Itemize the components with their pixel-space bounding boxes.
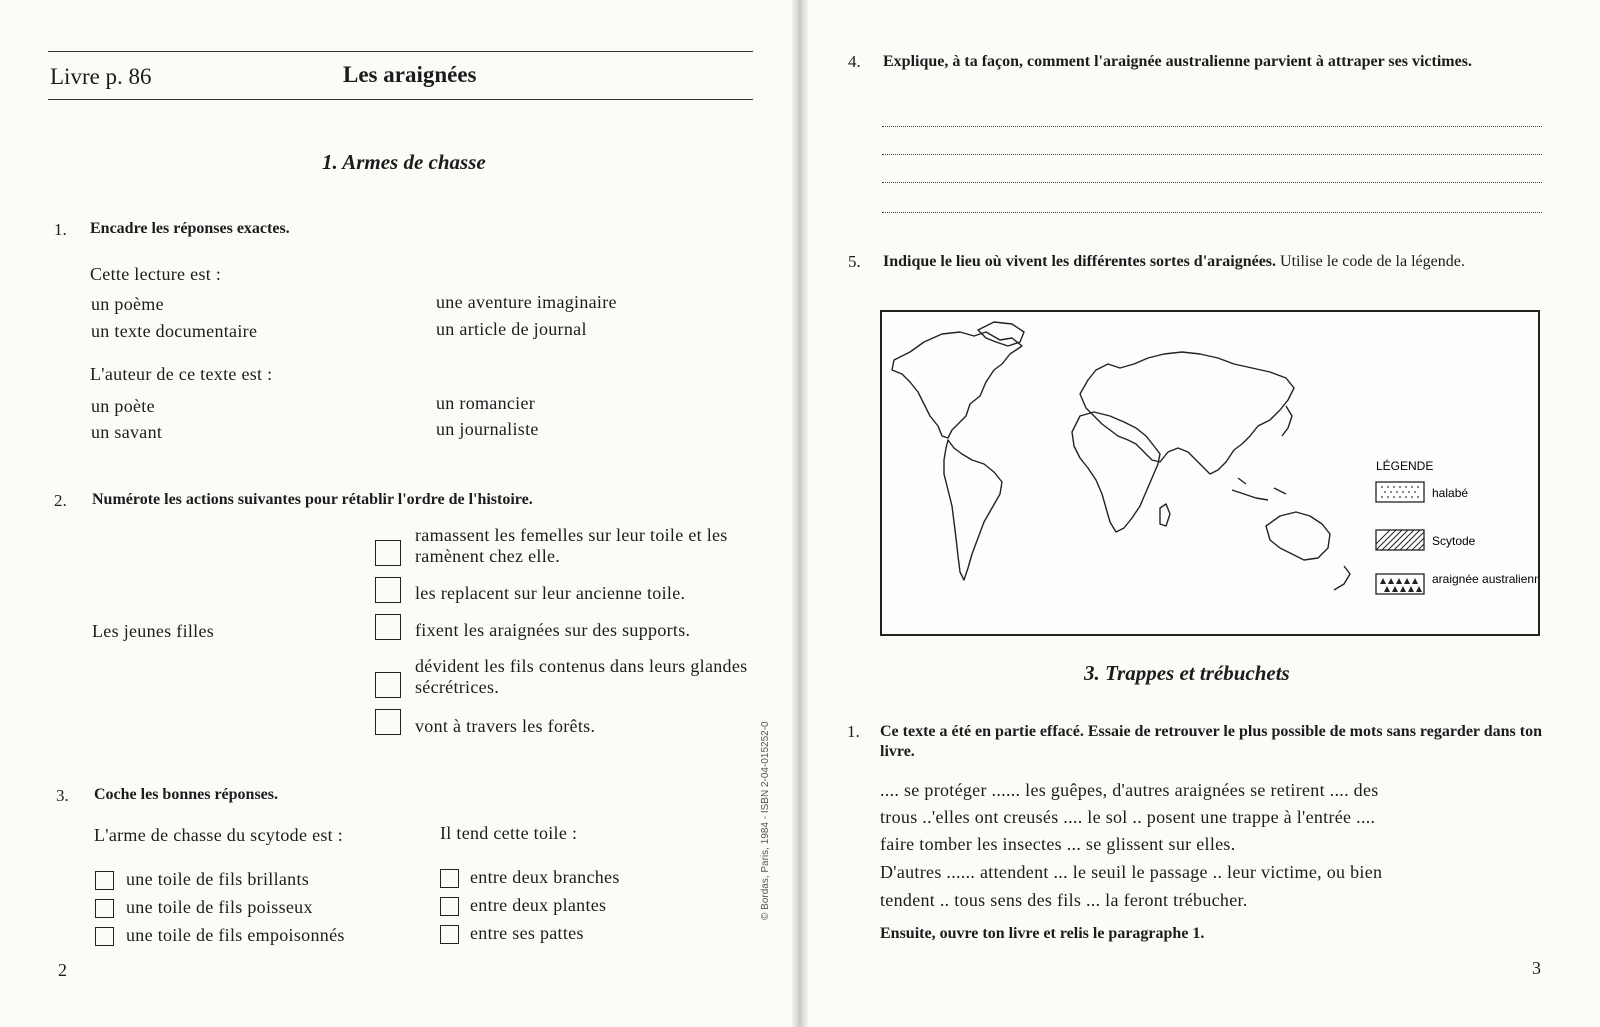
q3-checkbox-ses-pattes[interactable] (440, 925, 459, 944)
legend-label-araignee-australienne (1432, 572, 1538, 586)
q2-number-box-1[interactable] (375, 540, 401, 566)
legend-swatch-scytode (1376, 530, 1424, 550)
world-map (882, 312, 1538, 634)
q1-option-aventure-imaginaire[interactable]: une aventure imaginaire (436, 292, 617, 312)
s3-q1-instruction: Ce texte a été en partie effacé. Essaie de retrouver le plus possible de mots sans regarder dans ton livre. (880, 723, 1542, 760)
header-top-rule (48, 51, 753, 52)
isbn-credit: © Bordas, Paris, 1984 - ISBN 2-04-015252-0 (760, 721, 771, 920)
q2-action-5: vont à travers les forêts. (415, 716, 596, 736)
q3-option-deux-plantes: entre deux plantes (470, 895, 607, 915)
q2-action-2: les replacent sur leur ancienne toile. (415, 583, 686, 603)
q3-option-fils-poisseux: une toile de fils poisseux (126, 897, 313, 917)
q3-checkbox-fils-poisseux[interactable] (95, 899, 114, 918)
q4-instruction: Explique, à ta façon, comment l'araignée australienne parvient à attraper ses victimes. (883, 53, 1472, 70)
page-title: Les araignées (343, 62, 477, 87)
japan-outline (1282, 406, 1292, 436)
cloze-line-1: .... se protéger ...... les guêpes, d'autres araignées se retirent .... des (880, 780, 1379, 800)
cloze-line-5: tendent .. tous sens des fils ... la feront trébucher. (880, 890, 1248, 910)
world-map-frame (880, 310, 1540, 636)
legend-title: LÉGENDE (1376, 459, 1434, 473)
q1-option-poeme[interactable]: un poème (91, 294, 164, 314)
q3-option-fils-brillants: une toile de fils brillants (126, 869, 310, 889)
q1-option-texte-documentaire[interactable]: un texte documentaire (91, 321, 258, 341)
section-1-title: 1. Armes de chasse (322, 150, 486, 174)
q2-action-4: dévident les fils contenus dans leurs glandes sécrétrices. (415, 656, 748, 697)
q2-subject: Les jeunes filles (92, 621, 215, 641)
legend-swatch-araignee-australienne (1376, 574, 1424, 594)
cloze-line-2: trous ..'elles ont creusés .... le sol .. posent une trappe à l'entrée .... (880, 807, 1376, 827)
legend-label-araignee-australienne-text: araignée australienne (1432, 572, 1538, 586)
legend-label-scytode: Scytode (1432, 534, 1476, 548)
q5-number: 5. (848, 252, 861, 271)
header-bottom-rule (48, 99, 753, 100)
q1-option-romancier[interactable]: un romancier (436, 393, 536, 413)
cloze-line-3: faire tomber les insectes ... se glissent sur elles. (880, 834, 1236, 854)
q3-number: 3. (56, 786, 69, 805)
q1-auteur-prompt: L'auteur de ce texte est : (90, 364, 273, 384)
book-page-reference: Livre p. 86 (50, 64, 152, 89)
q5-instruction-bold: Indique le lieu où vivent les différentes sortes d'araignées. (883, 253, 1277, 270)
s3-q1-closing: Ensuite, ouvre ton livre et relis le paragraphe 1. (880, 925, 1205, 942)
q3-checkbox-fils-brillants[interactable] (95, 871, 114, 890)
q5-instruction (883, 252, 1551, 272)
q4-number: 4. (848, 52, 861, 71)
south-america-outline (944, 440, 1002, 580)
q2-number-box-3[interactable] (375, 614, 401, 640)
q2-action-3: fixent les araignées sur des supports. (415, 620, 691, 640)
book-gutter (792, 0, 808, 1027)
q4-answer-line-4[interactable] (882, 212, 1542, 213)
q2-number-box-5[interactable] (375, 709, 401, 735)
q1-option-journaliste[interactable]: un journaliste (436, 419, 539, 439)
madagascar-outline (1160, 504, 1170, 526)
q1-number: 1. (54, 220, 67, 239)
q4-answer-line-2[interactable] (882, 154, 1542, 155)
cloze-line-4: D'autres ...... attendent ... le seuil le passage .. leur victime, ou bien (880, 862, 1383, 882)
legend-label-halabe: halabé (1432, 486, 1469, 500)
greenland-outline (978, 322, 1024, 346)
north-america-outline (892, 332, 1022, 438)
new-zealand-outline (1334, 566, 1350, 590)
q3-option-ses-pattes: entre ses pattes (470, 923, 584, 943)
q1-lecture-prompt: Cette lecture est : (90, 264, 222, 284)
q3-option-fils-empoisonnes: une toile de fils empoisonnés (126, 925, 345, 945)
indonesia-outline (1232, 478, 1286, 500)
q3-prompt-left: L'arme de chasse du scytode est : (94, 825, 344, 845)
s3-q1-number: 1. (847, 722, 860, 741)
australia-outline (1266, 512, 1330, 560)
q3-prompt-right: Il tend cette toile : (440, 823, 578, 843)
q1-option-savant[interactable]: un savant (91, 422, 163, 442)
q2-action-1: ramassent les femelles sur leur toile et les ramènent chez elle. (415, 525, 728, 566)
q3-checkbox-fils-empoisonnes[interactable] (95, 927, 114, 946)
q5-instruction-normal: Utilise le code de la légende. (1280, 253, 1465, 270)
q4-answer-line-1[interactable] (882, 126, 1542, 127)
q3-checkbox-deux-branches[interactable] (440, 869, 459, 888)
q3-checkbox-deux-plantes[interactable] (440, 897, 459, 916)
africa-outline (1072, 412, 1160, 532)
q4-answer-line-3[interactable] (882, 182, 1542, 183)
eurasia-outline (1080, 352, 1294, 474)
q3-instruction: Coche les bonnes réponses. (94, 786, 279, 803)
q2-number: 2. (54, 491, 67, 510)
q3-option-deux-branches: entre deux branches (470, 867, 620, 887)
q1-option-poete[interactable]: un poète (91, 396, 155, 416)
q1-instruction: Encadre les réponses exactes. (90, 220, 290, 237)
q1-option-article-journal[interactable]: un article de journal (436, 319, 587, 339)
q2-instruction: Numérote les actions suivantes pour rétablir l'ordre de l'histoire. (92, 491, 533, 508)
q2-number-box-2[interactable] (375, 577, 401, 603)
legend-swatch-halabe (1376, 482, 1424, 502)
page-number-left: 2 (58, 960, 67, 980)
page-number-right: 3 (1532, 958, 1541, 978)
q2-number-box-4[interactable] (375, 672, 401, 698)
section-3-title: 3. Trappes et trébuchets (1084, 661, 1290, 685)
